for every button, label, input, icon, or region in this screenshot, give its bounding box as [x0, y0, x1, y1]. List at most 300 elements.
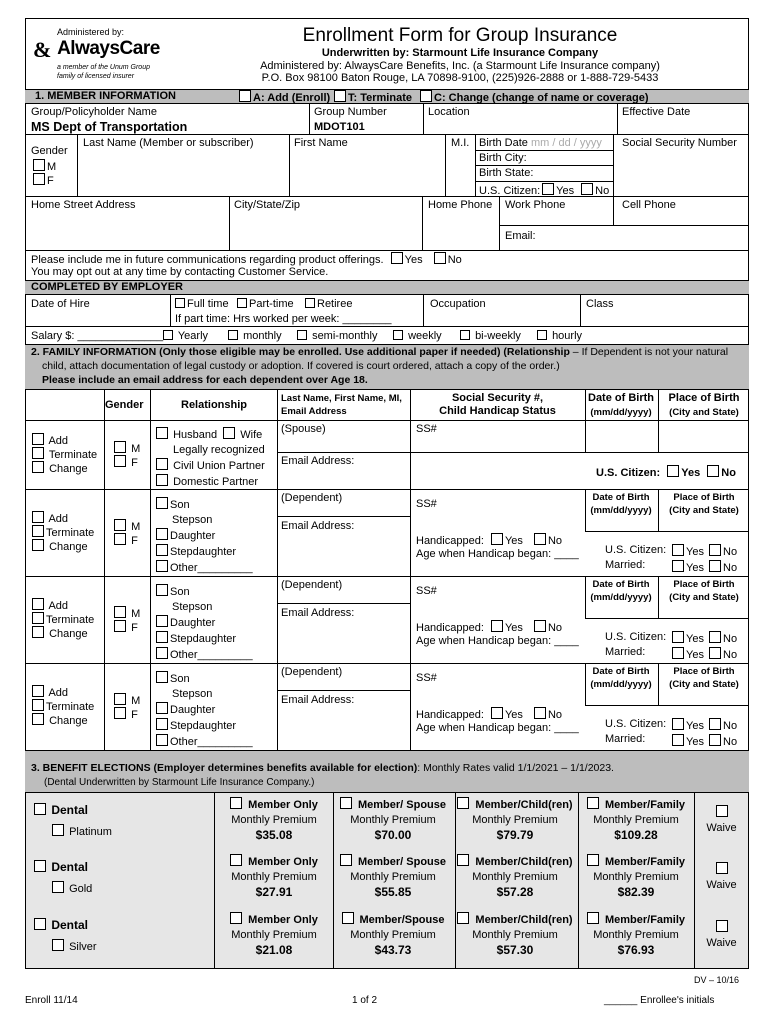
gender-f-checkbox[interactable] — [114, 620, 126, 632]
handicapped-label: Handicapped: — [416, 709, 484, 721]
option-terminate[interactable] — [334, 90, 412, 105]
stepdaughter-option[interactable] — [156, 544, 253, 560]
enrollee-initials[interactable]: ______ Enrollee's initials — [604, 995, 715, 1006]
dependent-terminate[interactable] — [32, 525, 94, 539]
son-option[interactable] — [156, 584, 253, 600]
dependent-gender-m[interactable] — [114, 693, 140, 707]
spouse-add-checkbox[interactable] — [32, 433, 44, 445]
bi-weekly-label: bi-weekly — [475, 330, 521, 342]
class-label: Class — [586, 298, 614, 310]
communications-row — [31, 252, 462, 267]
dependent-gender-m[interactable] — [114, 606, 140, 620]
stepdaughter-label: Stepdaughter — [170, 633, 237, 645]
birth-date-field[interactable] — [479, 137, 602, 150]
dependent-gender-f[interactable] — [114, 707, 140, 721]
change-checkbox[interactable] — [420, 90, 432, 102]
work-phone-label: Work Phone — [505, 199, 566, 211]
divider — [423, 104, 424, 134]
divider — [499, 225, 749, 226]
waive-option[interactable] — [694, 920, 749, 951]
spouse-terminate-checkbox[interactable] — [32, 447, 44, 459]
tier-checkbox[interactable] — [52, 881, 64, 893]
pay-bi-weekly[interactable] — [460, 330, 521, 343]
husband-option[interactable] — [156, 429, 217, 441]
pay-semi-monthly[interactable] — [297, 330, 377, 343]
tier-checkbox[interactable] — [340, 854, 352, 866]
age-handicap-label: Age when Handicap began: ____ — [416, 548, 579, 560]
premium-option[interactable] — [215, 797, 333, 843]
married-label: Married: — [605, 559, 646, 571]
yes-label: Yes — [686, 633, 704, 645]
premium-amount: $82.39 — [617, 885, 655, 899]
gender-f-checkbox[interactable] — [33, 173, 45, 185]
add-checkbox[interactable] — [239, 90, 251, 102]
son-checkbox[interactable] — [156, 671, 168, 683]
dob-format: (mm/dd/yyyy) — [590, 592, 652, 603]
terminate-label: Terminate — [46, 614, 95, 626]
tier-label: Member Only — [248, 799, 318, 811]
divider — [25, 489, 749, 490]
monthly-checkbox[interactable] — [228, 330, 238, 340]
wife-option[interactable] — [223, 429, 262, 441]
divider — [25, 420, 749, 421]
gender-f-checkbox[interactable] — [114, 707, 126, 719]
premium-option[interactable] — [456, 854, 574, 900]
option-add[interactable] — [239, 90, 330, 105]
part-time[interactable] — [237, 298, 294, 311]
divider — [475, 181, 613, 182]
dependent-terminate[interactable] — [32, 612, 94, 626]
waive-option[interactable] — [694, 862, 749, 893]
stepdaughter-option[interactable] — [156, 718, 253, 734]
divider — [585, 531, 749, 532]
section3-title-rest: : Monthly Rates valid 1/1/2021 – 1/1/2023. — [417, 762, 614, 774]
premium-option[interactable] — [577, 912, 695, 958]
col-dob1: Date of Birth — [588, 392, 654, 404]
dob-label: Date of Birth — [592, 666, 650, 677]
divider — [277, 452, 749, 453]
son-option[interactable] — [156, 671, 253, 687]
dependent-add[interactable] — [32, 598, 94, 612]
gender-m-checkbox[interactable] — [114, 441, 126, 453]
home-street-label: Home Street Address — [31, 199, 136, 211]
col-gender: Gender — [105, 399, 144, 411]
dependent-add-checkbox[interactable] — [32, 511, 44, 523]
section3-line2: (Dental Underwritten by Starmount Life Insurance Company.) — [44, 777, 315, 788]
divider — [277, 516, 410, 517]
pay-monthly[interactable] — [228, 330, 282, 343]
group-name-value[interactable]: MS Dept of Transportation — [31, 120, 188, 134]
tier-checkbox[interactable] — [457, 912, 469, 924]
dependent-gender-f[interactable] — [114, 620, 140, 634]
dependent-add-checkbox[interactable] — [32, 598, 44, 610]
dob-format: (mm/dd/yyyy) — [590, 679, 652, 690]
domestic-checkbox[interactable] — [156, 474, 168, 486]
son-checkbox[interactable] — [156, 497, 168, 509]
change-label: Change — [49, 541, 88, 553]
tier-checkbox[interactable] — [587, 912, 599, 924]
plan-tier[interactable] — [52, 824, 112, 839]
admin-line: Administered by: AlwaysCare Benefits, Inc. (a Starmount Life Insurance company) — [260, 60, 660, 72]
stepdaughter-checkbox[interactable] — [156, 718, 168, 730]
premium-option[interactable] — [215, 912, 333, 958]
tier-checkbox[interactable] — [587, 854, 599, 866]
spouse-change[interactable] — [32, 461, 97, 475]
f-label: F — [131, 457, 138, 469]
part-time-checkbox[interactable] — [237, 298, 247, 308]
pay-hourly[interactable] — [537, 330, 582, 343]
domestic-option[interactable] — [156, 474, 265, 490]
premium-option[interactable] — [456, 797, 574, 843]
dob-header — [585, 491, 657, 517]
weekly-label: weekly — [408, 330, 442, 342]
spouse-label: (Spouse) — [281, 423, 326, 435]
bi-weekly-checkbox[interactable] — [460, 330, 470, 340]
spouse-action — [32, 433, 97, 475]
gender-f-checkbox[interactable] — [114, 455, 126, 467]
section2-line2: child, attach documentation of legal custody or adoption. If covered is court ordered, attach a copy of the order.) — [42, 360, 560, 372]
group-number-value[interactable]: MDOT101 — [314, 121, 365, 133]
divider — [475, 150, 613, 151]
plan-tier-label: Silver — [69, 941, 97, 953]
plan-name-label: Dental — [51, 918, 89, 932]
dependent-ss-label: SS# — [416, 585, 437, 597]
hourly-checkbox[interactable] — [537, 330, 547, 340]
dependent-change[interactable] — [32, 539, 94, 553]
plan-checkbox[interactable] — [34, 860, 46, 872]
stepdaughter-label: Stepdaughter — [170, 720, 237, 732]
add-label: Add — [48, 687, 69, 699]
dependent-change[interactable] — [32, 626, 94, 640]
daughter-option[interactable] — [156, 615, 253, 631]
dependent-email-label: Email Address: — [281, 607, 355, 619]
comm-no-checkbox[interactable] — [434, 252, 446, 264]
dependent-change-checkbox[interactable] — [32, 539, 44, 551]
son-option[interactable] — [156, 497, 253, 513]
dob-format: (mm/dd/yyyy) — [590, 505, 652, 516]
daughter-option[interactable] — [156, 702, 253, 718]
dependent-add-checkbox[interactable] — [32, 685, 44, 697]
stepdaughter-option[interactable] — [156, 631, 253, 647]
dependent-gender — [114, 519, 140, 547]
premium-option[interactable] — [334, 912, 452, 958]
stepdaughter-checkbox[interactable] — [156, 544, 168, 556]
salary-label[interactable]: Salary $: ______________ — [31, 330, 164, 342]
citizen-no-checkbox[interactable] — [581, 183, 593, 195]
dependent-terminate-checkbox[interactable] — [32, 525, 44, 537]
monthly-premium-label: Monthly Premium — [231, 871, 317, 883]
semi-monthly-label: semi-monthly — [312, 330, 378, 342]
divider — [475, 165, 613, 166]
citizen-no-checkbox[interactable] — [707, 465, 719, 477]
tier-checkbox[interactable] — [52, 824, 64, 836]
tier-checkbox[interactable] — [230, 912, 242, 924]
semi-monthly-checkbox[interactable] — [297, 330, 307, 340]
daughter-label: Daughter — [170, 704, 216, 716]
civil-union-checkbox[interactable] — [156, 458, 168, 470]
waive-checkbox[interactable] — [716, 862, 728, 874]
option-change-label: C: Change (change of name or coverage) — [434, 92, 649, 104]
section2-line3: Please include an email address for each dependent over Age 18. — [42, 374, 368, 386]
dependent-gender-m[interactable] — [114, 519, 140, 533]
premium-amount: $76.93 — [617, 943, 655, 957]
citizen-no-checkbox[interactable] — [709, 718, 721, 730]
stepson-option[interactable] — [156, 687, 253, 702]
administered-by-label: Administered by: — [57, 27, 125, 37]
plan-name[interactable] — [34, 803, 88, 817]
plan-tier[interactable] — [52, 881, 92, 896]
pob-label: Place of Birth — [673, 666, 735, 677]
other-option[interactable] — [156, 647, 253, 663]
other-option[interactable] — [156, 560, 253, 576]
stepdaughter-checkbox[interactable] — [156, 631, 168, 643]
gender-f[interactable] — [33, 173, 54, 188]
monthly-premium-label: Monthly Premium — [231, 814, 317, 826]
spouse-gender-f[interactable] — [114, 455, 140, 469]
married-label: Married: — [605, 646, 646, 658]
citizen-no-label: No — [595, 185, 610, 197]
daughter-checkbox[interactable] — [156, 702, 168, 714]
other-checkbox[interactable] — [156, 734, 168, 746]
full-time[interactable] — [175, 298, 229, 311]
plan-tier[interactable] — [52, 939, 97, 954]
gender-m[interactable] — [33, 159, 56, 174]
married-no-checkbox[interactable] — [709, 734, 721, 746]
dependent-action — [32, 511, 94, 553]
comm-yes-checkbox[interactable] — [391, 252, 403, 264]
terminate-checkbox[interactable] — [334, 90, 346, 102]
premium-option[interactable] — [577, 797, 695, 843]
no-label: No — [723, 562, 738, 574]
monthly-label: monthly — [243, 330, 282, 342]
gender-m-checkbox[interactable] — [114, 606, 126, 618]
waive-checkbox[interactable] — [716, 920, 728, 932]
divider — [229, 196, 230, 250]
pob-format: (City and State) — [669, 679, 739, 690]
tier-checkbox[interactable] — [457, 797, 469, 809]
spouse-gender-m[interactable] — [114, 441, 140, 455]
citizen-yes-checkbox[interactable] — [672, 718, 684, 730]
no-label: No — [547, 622, 563, 634]
tier-checkbox[interactable] — [230, 854, 242, 866]
plan-name-label: Dental — [51, 803, 89, 817]
gender-f-checkbox[interactable] — [114, 533, 126, 545]
handicapped-row — [416, 620, 562, 635]
gender-m-checkbox[interactable] — [114, 693, 126, 705]
son-label: Son — [170, 499, 190, 511]
full-time-label: Full time — [187, 298, 229, 310]
wife-label: Wife — [240, 429, 263, 441]
handicap-yes-checkbox[interactable] — [491, 707, 503, 719]
full-time-checkbox[interactable] — [175, 298, 185, 308]
monthly-premium-label: Monthly Premium — [593, 929, 679, 941]
col-pob2: (City and State) — [669, 407, 739, 418]
daughter-checkbox[interactable] — [156, 528, 168, 540]
legally-recognized-label: Legally recognized — [173, 444, 265, 456]
waive-checkbox[interactable] — [716, 805, 728, 817]
dependent-married — [605, 646, 645, 659]
pob-header — [659, 491, 749, 517]
tier-checkbox[interactable] — [52, 939, 64, 951]
dependent-terminate-checkbox[interactable] — [32, 699, 44, 711]
son-checkbox[interactable] — [156, 584, 168, 596]
other-option[interactable] — [156, 734, 253, 750]
handicapped-row — [416, 533, 562, 548]
citizen-yes-checkbox[interactable] — [672, 544, 684, 556]
divider — [658, 390, 659, 452]
plan-name[interactable] — [34, 918, 88, 932]
age-handicap-label: Age when Handicap began: ____ — [416, 635, 579, 647]
stepson-option[interactable] — [156, 600, 253, 615]
retiree[interactable] — [305, 298, 352, 311]
pay-yearly[interactable] — [163, 330, 208, 343]
dependent-terminate[interactable] — [32, 699, 94, 713]
divider — [585, 618, 749, 619]
divider — [585, 705, 749, 706]
change-label: Change — [49, 463, 88, 475]
premium-option[interactable] — [334, 797, 452, 843]
civil-union-option[interactable] — [156, 458, 265, 474]
dependent-label: (Dependent) — [281, 579, 343, 591]
option-add-label: A: Add (Enroll) — [253, 92, 331, 104]
section3-title-bold: 3. BENEFIT ELECTIONS (Employer determines benefits available for election) — [31, 762, 418, 774]
tier-checkbox[interactable] — [340, 797, 352, 809]
divider — [25, 196, 749, 197]
son-label: Son — [170, 673, 190, 685]
gender-m-checkbox[interactable] — [114, 519, 126, 531]
tier-checkbox[interactable] — [457, 854, 469, 866]
ampersand-logo-icon — [32, 38, 54, 60]
pob-label: Place of Birth — [673, 579, 735, 590]
divider — [25, 576, 749, 577]
premium-option[interactable] — [577, 854, 695, 900]
m-label: M — [131, 695, 141, 707]
dependent-terminate-checkbox[interactable] — [32, 612, 44, 624]
divider — [423, 295, 424, 326]
plan-checkbox[interactable] — [34, 803, 46, 815]
dependent-add[interactable] — [32, 511, 94, 525]
dependent-change-checkbox[interactable] — [32, 713, 44, 725]
tier-checkbox[interactable] — [230, 797, 242, 809]
first-name-label: First Name — [294, 137, 348, 149]
no-label: No — [723, 633, 738, 645]
dob-label: Date of Birth — [592, 492, 650, 503]
citizen-yes-checkbox[interactable] — [542, 183, 554, 195]
terminate-label: Terminate — [46, 527, 95, 539]
waive-label: Waive — [706, 879, 737, 891]
married-no-checkbox[interactable] — [709, 647, 721, 659]
gender-f-label: F — [47, 175, 54, 187]
plan-name[interactable] — [34, 860, 88, 874]
f-label: F — [131, 535, 138, 547]
yearly-checkbox[interactable] — [163, 330, 173, 340]
dependent-change[interactable] — [32, 713, 94, 727]
stepson-option[interactable] — [156, 513, 253, 528]
daughter-label: Daughter — [170, 617, 216, 629]
plan-checkbox[interactable] — [34, 918, 46, 930]
us-citizen-label: U.S. Citizen: — [596, 467, 661, 479]
yes-label: Yes — [686, 720, 704, 732]
terminate-label: Terminate — [46, 701, 95, 713]
wife-checkbox[interactable] — [223, 427, 235, 439]
no-label: No — [547, 535, 563, 547]
home-phone-label: Home Phone — [428, 199, 493, 211]
date-of-hire-label: Date of Hire — [31, 298, 90, 310]
underwritten-line: Underwritten by: Starmount Life Insurance Company — [321, 47, 599, 59]
dependent-ss-label: SS# — [416, 672, 437, 684]
premium-amount: $57.28 — [496, 885, 534, 899]
weekly-checkbox[interactable] — [393, 330, 403, 340]
birth-date-label: Birth Date — [479, 137, 528, 149]
dependent-gender-f[interactable] — [114, 533, 140, 547]
f-label: F — [131, 622, 138, 634]
handicap-no-checkbox[interactable] — [534, 533, 546, 545]
handicap-yes-checkbox[interactable] — [491, 620, 503, 632]
husband-checkbox[interactable] — [156, 427, 168, 439]
waive-option[interactable] — [694, 805, 749, 836]
citizen-yes-checkbox[interactable] — [672, 631, 684, 643]
comm-yes-label: Yes — [404, 254, 423, 266]
gender-m-checkbox[interactable] — [33, 159, 45, 171]
daughter-checkbox[interactable] — [156, 615, 168, 627]
handicap-no-checkbox[interactable] — [534, 707, 546, 719]
monthly-premium-label: Monthly Premium — [350, 929, 436, 941]
married-yes-checkbox[interactable] — [672, 647, 684, 659]
married-yes-checkbox[interactable] — [672, 560, 684, 572]
pay-weekly[interactable] — [393, 330, 442, 343]
col-dob2: (mm/dd/yyyy) — [590, 407, 652, 418]
premium-amount: $57.30 — [496, 943, 534, 957]
ssn-label: Social Security Number — [622, 137, 737, 149]
tier-checkbox[interactable] — [587, 797, 599, 809]
other-checkbox[interactable] — [156, 560, 168, 572]
divider — [25, 326, 749, 327]
married-no-checkbox[interactable] — [709, 560, 721, 572]
mi-label: M.I. — [451, 137, 470, 149]
citizen-yes-checkbox[interactable] — [667, 465, 679, 477]
citizen-no-checkbox[interactable] — [709, 544, 721, 556]
retiree-checkbox[interactable] — [305, 298, 315, 308]
stepson-label: Stepson — [172, 688, 213, 700]
spouse-change-checkbox[interactable] — [32, 461, 44, 473]
dob-header — [585, 665, 657, 691]
handicapped-label: Handicapped: — [416, 622, 484, 634]
add-label: Add — [48, 513, 69, 525]
occupation-label: Occupation — [430, 298, 486, 310]
daughter-option[interactable] — [156, 528, 253, 544]
handicap-yes-checkbox[interactable] — [491, 533, 503, 545]
handicap-no-checkbox[interactable] — [534, 620, 546, 632]
divider — [25, 968, 749, 969]
premium-amount: $55.85 — [374, 885, 412, 899]
tier-checkbox[interactable] — [342, 912, 354, 924]
spouse-terminate[interactable] — [32, 447, 97, 461]
married-yes-checkbox[interactable] — [672, 734, 684, 746]
premium-option[interactable] — [215, 854, 333, 900]
other-checkbox[interactable] — [156, 647, 168, 659]
monthly-premium-label: Monthly Premium — [472, 871, 558, 883]
option-change[interactable] — [420, 90, 649, 105]
premium-option[interactable] — [456, 912, 574, 958]
spouse-add[interactable] — [32, 433, 97, 447]
dependent-add[interactable] — [32, 685, 94, 699]
yes-label: Yes — [686, 546, 704, 558]
no-label: No — [723, 720, 738, 732]
citizen-no-checkbox[interactable] — [709, 631, 721, 643]
dependent-change-checkbox[interactable] — [32, 626, 44, 638]
premium-option[interactable] — [334, 854, 452, 900]
effective-date-label: Effective Date — [622, 106, 691, 118]
